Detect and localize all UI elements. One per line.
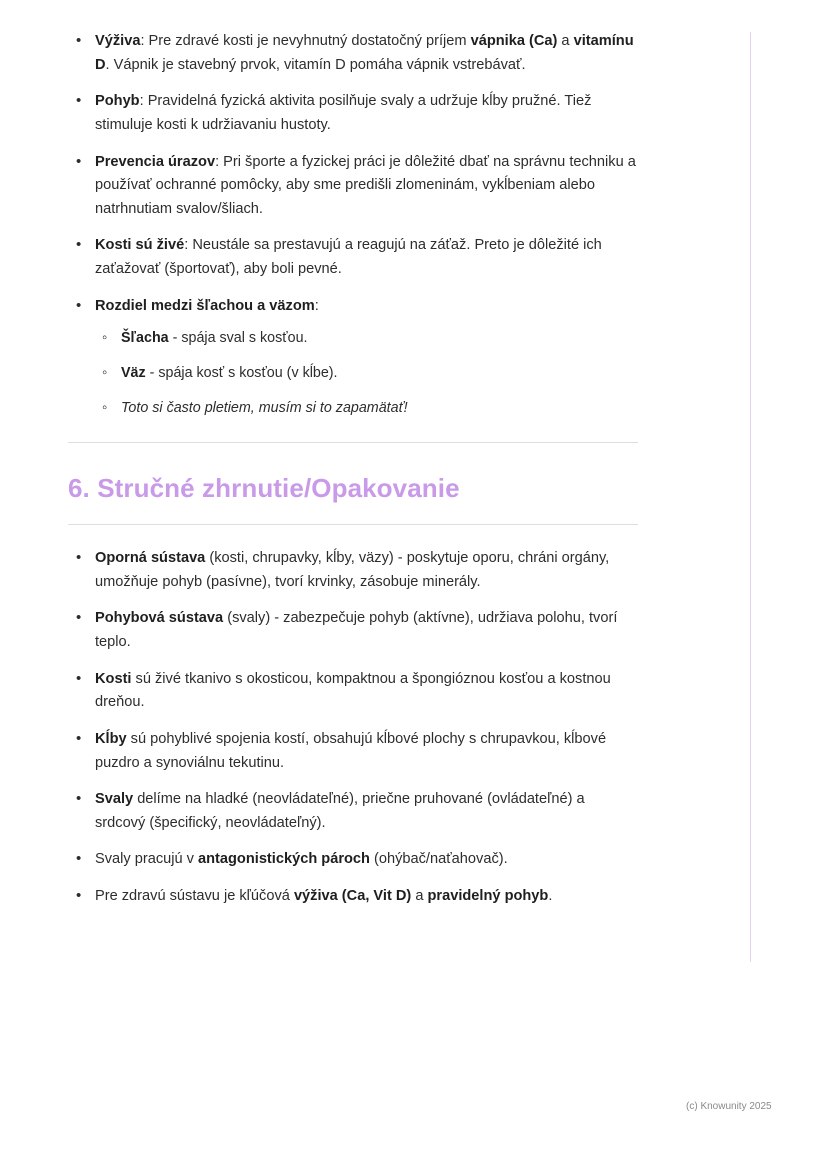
text-run: delíme na hladké (neovládateľné), priečne pruhované (ovládateľné) a srdcový (špecifický, neovládateľný).: [95, 791, 585, 831]
right-accent-rule: [750, 32, 751, 962]
text-run: - spája sval s kosťou.: [168, 330, 308, 347]
bold-text: Rozdiel medzi šľachou a väzom: [95, 297, 315, 314]
list-item: [68, 295, 638, 420]
section-care-bullet-list: [68, 30, 638, 420]
bold-text: antagonistických pároch: [198, 851, 370, 868]
bold-text: Kosti sú živé: [95, 237, 185, 254]
text-run: : Pravidelná fyzická aktivita posilňuje svaly a udržuje kĺby pružné. Tiež stimuluje kosti k udržiavaniu hustoty.: [95, 93, 592, 133]
sub-list: [95, 327, 638, 420]
list-item: [68, 728, 638, 775]
text-run: sú živé tkanivo s okosticou, kompaktnou a špongióznou kosťou a kostnou dreňou.: [95, 670, 611, 711]
bold-text: vápnika (Ca): [470, 33, 558, 49]
bold-text: Prevencia úrazov: [95, 153, 216, 170]
list-item: [68, 788, 638, 835]
page-title: 6. Stručné zhrnutie/Opakovanie: [68, 473, 460, 504]
sub-list-item: [95, 362, 638, 385]
text-run: .: [548, 888, 553, 905]
text-run: : Pre zdravé kosti je nevyhnutný dostatočný príjem: [140, 33, 471, 49]
bold-text: výživa (Ca, Vit D): [293, 888, 412, 905]
footer-copyright: (c) Knowunity 2025: [686, 1101, 772, 1112]
text-run: :: [314, 297, 319, 314]
bold-text: Pohybová sústava: [95, 610, 224, 627]
bold-text: Kosti: [95, 670, 132, 687]
list-item: [68, 668, 638, 715]
list-item: [68, 885, 638, 909]
text-run: a: [411, 888, 428, 905]
bold-text: Výživa: [95, 33, 141, 49]
bold-text: Pohyb: [95, 93, 140, 110]
text-run: a: [557, 33, 574, 49]
section-divider: [68, 442, 638, 443]
sub-list-item: [95, 327, 638, 350]
bold-text: Oporná sústava: [95, 550, 206, 567]
bold-text: Väz: [121, 365, 146, 382]
text-run: Svaly pracujú v: [95, 851, 199, 868]
bold-text: Kĺby: [95, 730, 127, 747]
bold-text: vitamínu D: [95, 33, 634, 73]
text-run: . Vápnik je stavebný prvok, vitamín D pomáha vápnik vstrebávať.: [105, 56, 526, 73]
list-item: [68, 90, 638, 137]
bold-text: Svaly: [95, 791, 134, 808]
text-run: : Pri športe a fyzickej práci je dôležité dbať na správnu techniku a používať ochranné pomôcky, aby sme predišli zlomeninám, vykĺbeniam alebo natrhnutiam svalov/šliach.: [95, 153, 636, 217]
bold-text: pravidelný pohyb: [427, 888, 549, 905]
section-summary-bullet-list: [68, 547, 638, 909]
list-item: [68, 234, 638, 281]
text-run: - spája kosť s kosťou (v kĺbe).: [145, 365, 338, 382]
list-item: [68, 151, 638, 222]
text-run: sú pohyblivé spojenia kostí, obsahujú kĺbové plochy s chrupavkou, kĺbové puzdro a synoviálnu tekutinu.: [95, 730, 607, 771]
title-underline: [68, 524, 638, 525]
text-run: : Neustále sa prestavujú a reagujú na záťaž. Preto je dôležité ich zaťažovať (športovať), aby boli pevné.: [95, 237, 602, 278]
bold-text: Šľacha: [121, 330, 169, 347]
text-run: (svaly) - zabezpečuje pohyb (aktívne), udržiava polohu, tvorí teplo.: [95, 610, 618, 650]
text-run: Pre zdravú sústavu je kľúčová: [95, 888, 294, 905]
list-item: [68, 30, 638, 77]
text-run: (kosti, chrupavky, kĺby, väzy) - poskytuje oporu, chráni orgány, umožňuje pohyb (pasívne), tvorí krvinky, zásobuje minerály.: [95, 550, 610, 590]
list-item: [68, 607, 638, 654]
document-content: [68, 30, 638, 922]
text-run: (ohýbač/naťahovač).: [369, 851, 508, 868]
sub-list-item: [95, 397, 638, 420]
list-item: [68, 547, 638, 594]
list-item: [68, 848, 638, 872]
italic-text: Toto si často pletiem, musím si to zapamätať!: [121, 400, 408, 417]
